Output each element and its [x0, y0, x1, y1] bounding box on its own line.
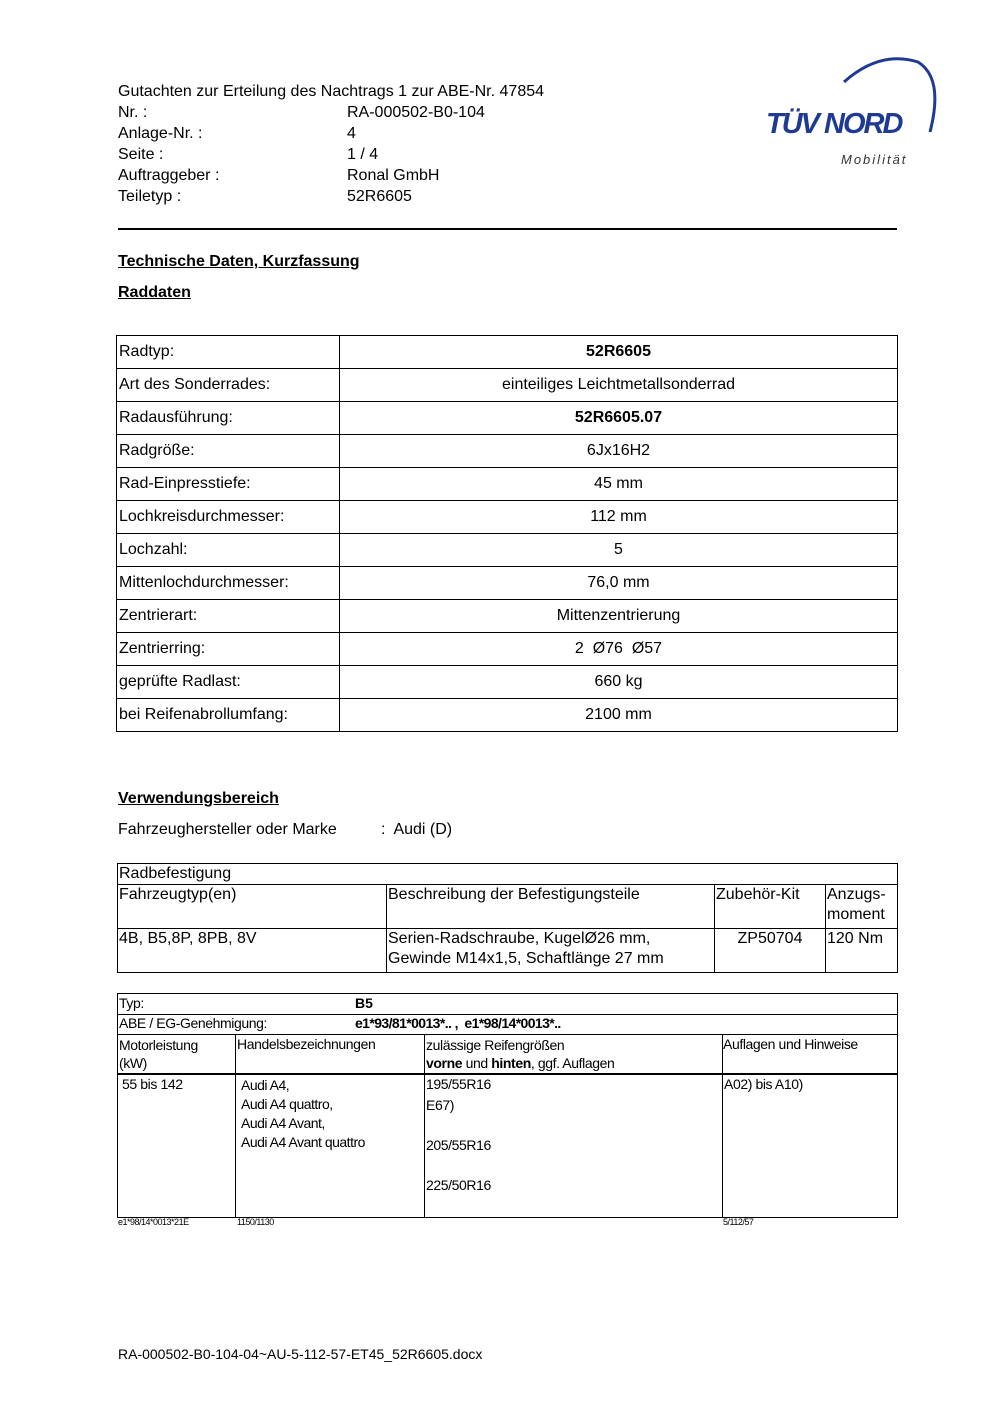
- reifen-header-line1: zulässige Reifengrößen: [426, 1037, 565, 1053]
- hersteller-value: : Audi (D): [381, 821, 453, 838]
- row-value: 45 mm: [340, 468, 898, 501]
- table-row: [117, 435, 898, 468]
- cell-fahrzeugtypen: 4B, B5,8P, 8PB, 8V: [118, 929, 387, 973]
- reifen-header-und: und: [462, 1055, 492, 1071]
- raddaten-table: [116, 335, 898, 732]
- row-value: 6Jx16H2: [340, 435, 898, 468]
- row-value: 52R6605: [340, 336, 898, 369]
- field-label-auftraggeber: Auftraggeber :: [118, 167, 220, 184]
- footnote-bolt: 5/112/57: [723, 1217, 754, 1227]
- row-value: 112 mm: [340, 501, 898, 534]
- table-row: [117, 666, 898, 699]
- cell-auflagen: A02) bis A10): [724, 1076, 803, 1092]
- table-row: [117, 468, 898, 501]
- row-value: 5: [340, 534, 898, 567]
- logo-subtitle: Mobilität: [841, 152, 908, 167]
- row-label: Lochzahl:: [117, 534, 340, 567]
- section-title-verwendungsbereich: Verwendungsbereich: [118, 790, 279, 807]
- table-caption: Radbefestigung: [118, 864, 898, 885]
- row-value: Mittenzentrierung: [340, 600, 898, 633]
- header-divider: [118, 228, 897, 230]
- list-item: Audi A4 Avant,: [241, 1115, 325, 1131]
- row-label: Mittenlochdurchmesser:: [117, 567, 340, 600]
- row-label: geprüfte Radlast:: [117, 666, 340, 699]
- field-label-teiletyp: Teiletyp :: [118, 188, 182, 205]
- table-row: [117, 336, 898, 369]
- reifen-header-vorne: vorne: [426, 1055, 463, 1071]
- row-label: Rad-Einpresstiefe:: [117, 468, 340, 501]
- footnote-approval: e1*98/14*0013*21E: [118, 1217, 189, 1227]
- cell-reifen-auflage: E67): [426, 1097, 454, 1113]
- typ-value: B5: [355, 995, 373, 1011]
- section-title-technische-daten: Technische Daten, Kurzfassung: [118, 253, 360, 270]
- footer-filename: RA-000502-B0-104-04~AU-5-112-57-ET45_52R6605.docx: [118, 1346, 483, 1362]
- cell-zubehoer-kit: ZP50704: [715, 929, 826, 973]
- field-label-nr: Nr. :: [118, 104, 148, 121]
- row-value: 2100 mm: [340, 699, 898, 732]
- row-label: Radausführung:: [117, 402, 340, 435]
- field-label-seite: Seite :: [118, 146, 164, 163]
- cell-motorleistung: 55 bis 142: [122, 1076, 183, 1092]
- table-row: [117, 402, 898, 435]
- logo: TÜV NORD: [766, 108, 902, 140]
- column-divider: [235, 1035, 236, 1217]
- cell-handelsbezeichnungen: [241, 1076, 365, 1152]
- footnote-load: 1150/1130: [237, 1217, 274, 1227]
- column-header: Fahrzeugtyp(en): [118, 885, 387, 929]
- row-value: einteiliges Leichtmetallsonderrad: [340, 369, 898, 402]
- reifen-header-hinten: hinten: [491, 1055, 531, 1071]
- column-header-handel: Handelsbezeichnungen: [237, 1036, 376, 1052]
- table-row: [117, 534, 898, 567]
- typ-label: Typ:: [119, 995, 144, 1011]
- list-item: Audi A4,: [241, 1077, 290, 1093]
- list-item: Audi A4 Avant quattro: [241, 1134, 365, 1150]
- column-header-auflagen: Auflagen und Hinweise: [723, 1036, 858, 1052]
- row-label: bei Reifenabrollumfang:: [117, 699, 340, 732]
- cell-anzugsmoment: 120 Nm: [826, 929, 898, 973]
- cell-reifen-1: 195/55R16: [426, 1076, 491, 1092]
- column-header: Beschreibung der Befestigungsteile: [387, 885, 715, 929]
- column-header: Zubehör-Kit: [715, 885, 826, 929]
- field-value-seite: 1 / 4: [347, 146, 379, 163]
- column-divider: [424, 1035, 425, 1217]
- hersteller-label: Fahrzeughersteller oder Marke: [118, 821, 337, 838]
- typ-table: [117, 993, 898, 1218]
- table-row: [117, 501, 898, 534]
- table-row: [117, 600, 898, 633]
- table-row: [118, 864, 898, 885]
- column-divider: [722, 1035, 723, 1217]
- abe-row: [118, 1015, 897, 1035]
- field-value-nr: RA-000502-B0-104: [347, 104, 485, 121]
- row-label: Radgröße:: [117, 435, 340, 468]
- field-value-anlage: 4: [347, 125, 356, 142]
- table-row: [117, 567, 898, 600]
- table-row: [117, 699, 898, 732]
- radbefestigung-table: [117, 863, 898, 973]
- row-value: 52R6605.07: [340, 402, 898, 435]
- abe-label: ABE / EG-Genehmigung:: [119, 1015, 268, 1031]
- row-label: Zentrierart:: [117, 600, 340, 633]
- field-value-teiletyp: 52R6605: [347, 188, 412, 205]
- row-value: 660 kg: [340, 666, 898, 699]
- cell-reifen-2: 205/55R16: [426, 1137, 491, 1153]
- list-item: Audi A4 quattro,: [241, 1096, 333, 1112]
- column-header-reifen: [426, 1036, 614, 1072]
- field-value-auftraggeber: Ronal GmbH: [347, 167, 440, 184]
- typ-row: [118, 994, 897, 1015]
- cell-reifen-3: 225/50R16: [426, 1177, 491, 1193]
- document-title: Gutachten zur Erteilung des Nachtrags 1 zur ABE-Nr. 47854: [118, 83, 545, 100]
- table-row: [117, 633, 898, 666]
- row-label: Radtyp:: [117, 336, 340, 369]
- field-label-anlage: Anlage-Nr. :: [118, 125, 203, 142]
- section-title-raddaten: Raddaten: [118, 284, 191, 301]
- table-row: [118, 929, 898, 973]
- table-header-row: [118, 885, 898, 929]
- column-header: Anzugs-moment: [826, 885, 898, 929]
- table-row: [117, 369, 898, 402]
- row-label: Zentrierring:: [117, 633, 340, 666]
- row-value: 2 Ø76 Ø57: [340, 633, 898, 666]
- reifen-header-auflagen: , ggf. Auflagen: [530, 1055, 615, 1071]
- column-header-motor: Motorleistung (kW): [119, 1037, 198, 1071]
- row-value: 76,0 mm: [340, 567, 898, 600]
- row-label: Lochkreisdurchmesser:: [117, 501, 340, 534]
- row-label: Art des Sonderrades:: [117, 369, 340, 402]
- abe-value: e1*93/81*0013*.. , e1*98/14*0013*..: [355, 1015, 561, 1031]
- cell-beschreibung: Serien-Radschraube, KugelØ26 mm, Gewinde M14x1,5, Schaftlänge 27 mm: [387, 929, 715, 973]
